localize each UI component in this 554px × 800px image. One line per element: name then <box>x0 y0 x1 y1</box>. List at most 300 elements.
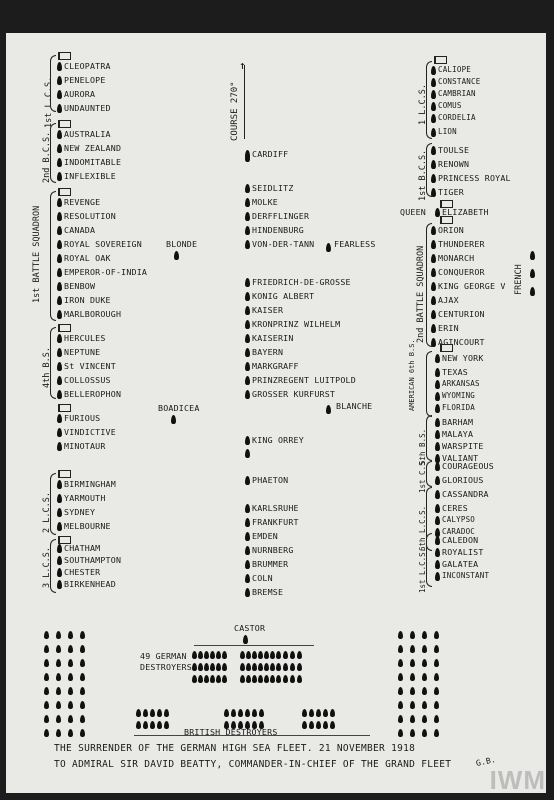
ship-marker <box>57 334 62 343</box>
destroyer-marker <box>316 709 321 717</box>
ship-name: ROYALIST <box>442 547 484 557</box>
ship-marker <box>431 174 436 183</box>
ship-name: CLEOPATRA <box>64 61 111 71</box>
ship-name: LION <box>438 127 457 136</box>
ship-marker <box>435 572 440 581</box>
ship-name: AUSTRALIA <box>64 129 111 139</box>
ship-name: INCONSTANT <box>442 571 490 580</box>
ship-name: FLORIDA <box>442 403 476 412</box>
ship-name: St VINCENT <box>64 361 116 371</box>
destroyer-marker <box>283 675 288 683</box>
flag-icon <box>58 404 71 412</box>
destroyer-marker <box>44 687 49 695</box>
ship-name: EMPEROR-OF-INDIA <box>64 267 148 277</box>
ship-name: MINOTAUR <box>64 441 106 451</box>
destroyer-marker <box>434 701 439 709</box>
ship-name: CALEDON <box>442 535 479 545</box>
destroyer-marker <box>410 631 415 639</box>
destroyer-marker <box>44 729 49 737</box>
destroyer-block <box>398 631 446 737</box>
destroyer-marker <box>276 663 281 671</box>
destroyer-marker <box>136 709 141 717</box>
destroyer-marker <box>44 673 49 681</box>
ship-name: CASSANDRA <box>442 489 489 499</box>
ship-name: ROYAL OAK <box>64 253 111 263</box>
destroyer-marker <box>80 715 85 723</box>
destroyer-marker <box>290 663 295 671</box>
ship-marker <box>57 130 62 139</box>
ship-marker <box>245 504 250 513</box>
destroyer-marker <box>410 673 415 681</box>
ship-name: AGINCOURT <box>438 337 485 347</box>
ship-marker <box>57 310 62 319</box>
ship-marker <box>326 243 331 252</box>
ship-name: KAISERIN <box>252 333 294 343</box>
ship-name: CASTOR <box>234 623 266 633</box>
ship-name: GALATEA <box>442 559 479 569</box>
destroyer-marker <box>164 709 169 717</box>
destroyer-marker <box>259 709 264 717</box>
destroyer-marker <box>258 651 263 659</box>
destroyer-marker <box>210 651 215 659</box>
group-label: 1st B.C.S. <box>418 149 428 201</box>
ship-marker <box>245 436 250 445</box>
ship-marker <box>245 574 250 583</box>
destroyer-marker <box>240 663 245 671</box>
destroyer-marker <box>68 701 73 709</box>
ship-marker <box>431 324 436 333</box>
ship-name: WYOMING <box>442 391 476 400</box>
ship-marker <box>435 560 440 569</box>
destroyer-marker <box>246 663 251 671</box>
ship-name: CANADA <box>64 225 96 235</box>
ship-marker <box>431 296 436 305</box>
group-brace <box>50 473 56 535</box>
ship-marker <box>431 128 436 137</box>
ship-marker <box>57 414 62 423</box>
ship-name: RENOWN <box>438 159 470 169</box>
destroyer-marker <box>44 645 49 653</box>
ship-marker <box>245 362 250 371</box>
group-brace <box>50 191 56 321</box>
ship-name: EMDEN <box>252 531 278 541</box>
destroyer-marker <box>157 709 162 717</box>
destroyer-marker <box>246 675 251 683</box>
destroyer-marker <box>302 721 307 729</box>
ship-marker <box>245 292 250 301</box>
destroyer-marker <box>270 663 275 671</box>
destroyer-block <box>44 631 92 737</box>
destroyer-marker <box>44 659 49 667</box>
destroyer-marker <box>68 673 73 681</box>
ship-name: PHAETON <box>252 475 289 485</box>
destroyer-marker <box>410 701 415 709</box>
ship-marker <box>57 212 62 221</box>
ship-name: BENBOW <box>64 281 96 291</box>
ship-marker <box>57 508 62 517</box>
ship-name: PRINZREGENT LUITPOLD <box>252 375 356 385</box>
ship-name: KING GEORGE V <box>438 281 506 291</box>
destroyer-marker <box>68 645 73 653</box>
ship-name: BREMSE <box>252 587 284 597</box>
destroyer-marker <box>323 721 328 729</box>
destroyer-marker <box>56 673 61 681</box>
group-label: 2nd BATTLE SQUADRON <box>416 245 426 343</box>
ship-name: NEW YORK <box>442 353 484 363</box>
destroyer-marker <box>222 675 227 683</box>
ship-name: KAISER <box>252 305 284 315</box>
ship-name: BLONDE <box>166 239 198 249</box>
destroyer-marker <box>264 675 269 683</box>
ship-name: CONQUEROR <box>438 267 485 277</box>
destroyer-marker <box>398 729 403 737</box>
ship-name: CHESTER <box>64 567 101 577</box>
destroyer-marker <box>398 645 403 653</box>
destroyer-marker <box>164 721 169 729</box>
destroyer-marker <box>323 709 328 717</box>
destroyer-marker <box>222 651 227 659</box>
ship-name: HERCULES <box>64 333 106 343</box>
destroyer-marker <box>316 721 321 729</box>
destroyer-marker <box>283 651 288 659</box>
ship-marker <box>431 338 436 347</box>
ship-marker <box>57 198 62 207</box>
ship-name: COMUS <box>438 101 462 110</box>
ship-name: CENTURION <box>438 309 485 319</box>
destroyer-marker <box>150 721 155 729</box>
destroyer-marker <box>204 675 209 683</box>
destroyer-marker <box>56 631 61 639</box>
ship-marker <box>245 546 250 555</box>
ship-name: AJAX <box>438 295 459 305</box>
destroyer-marker <box>297 675 302 683</box>
ship-name: CARDIFF <box>252 149 289 159</box>
destroyer-marker <box>80 659 85 667</box>
ship-name: SEIDLITZ <box>252 183 294 193</box>
document-sheet <box>6 33 546 793</box>
ship-marker <box>431 254 436 263</box>
ship-marker <box>57 226 62 235</box>
ship-name: CALIOPE <box>438 65 472 74</box>
ship-name: IRON DUKE <box>64 295 111 305</box>
ship-name: GLORIOUS <box>442 475 484 485</box>
destroyer-marker <box>398 715 403 723</box>
ship-marker <box>57 428 62 437</box>
group-label: 1 L.C.S. <box>418 84 428 125</box>
ship-marker <box>57 172 62 181</box>
ship-name: VON-DER-TANN <box>252 239 315 249</box>
destroyer-marker <box>264 651 269 659</box>
group-label: 2 L.C.S. <box>42 492 52 533</box>
ship-marker <box>57 580 62 589</box>
ship-name: FRANKFURT <box>252 517 299 527</box>
ship-name: BAYERN <box>252 347 284 357</box>
ship-marker <box>431 66 436 75</box>
destroyer-block <box>240 651 276 683</box>
destroyer-marker <box>56 687 61 695</box>
ship-name: KING ORREY <box>252 435 304 445</box>
ship-name: CARADOC <box>442 527 476 536</box>
destroyer-marker <box>410 645 415 653</box>
destroyer-marker <box>245 709 250 717</box>
group-brace <box>426 415 432 461</box>
destroyer-marker <box>216 675 221 683</box>
destroyer-marker <box>252 663 257 671</box>
destroyer-marker <box>224 709 229 717</box>
destroyer-block <box>276 651 304 683</box>
ship-marker <box>245 390 250 399</box>
destroyer-marker <box>56 729 61 737</box>
ship-marker <box>245 240 250 249</box>
group-brace <box>426 533 432 587</box>
destroyer-marker <box>398 701 403 709</box>
ship-name: MARLBOROUGH <box>64 309 122 319</box>
ship-marker <box>326 405 331 414</box>
group-brace <box>50 539 56 593</box>
ship-marker <box>435 404 440 413</box>
destroyer-marker <box>422 673 427 681</box>
ship-marker <box>171 415 176 424</box>
destroyer-marker <box>252 651 257 659</box>
destroyer-marker <box>68 687 73 695</box>
destroyer-marker <box>231 709 236 717</box>
ship-name: FURIOUS <box>64 413 101 423</box>
group-label: 1st BATTLE SQUADRON <box>32 205 42 303</box>
destroyer-block <box>136 709 171 729</box>
destroyer-marker <box>330 709 335 717</box>
course-arrow-icon: ↑ <box>239 59 246 72</box>
flag-icon <box>58 470 71 478</box>
group-brace <box>50 55 56 112</box>
flag-icon <box>58 536 71 544</box>
destroyer-marker <box>216 663 221 671</box>
german-destroyers-label: 49 GERMAN DESTROYERS <box>140 651 192 672</box>
ship-marker <box>245 278 250 287</box>
destroyer-marker <box>157 721 162 729</box>
ship-marker <box>435 516 440 525</box>
ship-name: KRONPRINZ WILHELM <box>252 319 341 329</box>
ship-marker <box>435 504 440 513</box>
destroyer-marker <box>434 631 439 639</box>
destroyer-marker <box>143 721 148 729</box>
group-label: 6th L.C.S. <box>418 505 427 551</box>
destroyer-marker <box>283 663 288 671</box>
caption-line-2: TO ADMIRAL SIR DAVID BEATTY, COMMANDER-IN-CHIEF OF THE GRAND FLEET <box>54 759 452 770</box>
destroyer-marker <box>290 675 295 683</box>
ship-marker <box>57 494 62 503</box>
ship-name: BLANCHE <box>336 401 373 411</box>
ship-name: MONARCH <box>438 253 475 263</box>
ship-marker <box>435 462 440 471</box>
ship-name: CHATHAM <box>64 543 101 553</box>
ship-marker <box>435 536 440 545</box>
destroyer-marker <box>410 687 415 695</box>
ship-marker <box>174 251 179 260</box>
destroyer-marker <box>192 675 197 683</box>
destroyer-marker <box>276 675 281 683</box>
destroyer-marker <box>434 659 439 667</box>
ship-name: KARLSRUHE <box>252 503 299 513</box>
ship-name: INFLEXIBLE <box>64 171 116 181</box>
ship-name: GROSSER KURFURST <box>252 389 336 399</box>
ship-name: ELIZABETH <box>442 207 489 217</box>
flag-icon <box>58 324 71 332</box>
ship-marker <box>57 144 62 153</box>
group-label: 5th B.S. <box>418 428 427 465</box>
ship-name: COURAGEOUS <box>442 461 494 471</box>
destroyer-marker <box>44 701 49 709</box>
ship-marker <box>431 114 436 123</box>
destroyer-block <box>224 709 266 729</box>
group-label: 1st L.C.S. <box>44 76 54 128</box>
ship-marker <box>435 442 440 451</box>
destroyer-marker <box>276 651 281 659</box>
ship-marker <box>245 306 250 315</box>
group-label: 4th B.S. <box>42 347 52 388</box>
ship-name: RESOLUTION <box>64 211 116 221</box>
ship-name: CALYPSO <box>442 515 476 524</box>
ship-marker <box>431 102 436 111</box>
destroyer-marker <box>80 673 85 681</box>
ship-marker <box>57 442 62 451</box>
destroyer-marker <box>238 709 243 717</box>
destroyer-marker <box>434 729 439 737</box>
ship-marker <box>245 449 250 458</box>
ship-name: THUNDERER <box>438 239 485 249</box>
ship-name: CONSTANCE <box>438 77 481 86</box>
ship-name: AURORA <box>64 89 96 99</box>
group-brace <box>50 123 56 183</box>
destroyer-marker <box>68 729 73 737</box>
destroyer-marker <box>297 651 302 659</box>
ship-marker <box>435 392 440 401</box>
ship-marker <box>57 568 62 577</box>
ship-marker <box>245 518 250 527</box>
destroyer-marker <box>422 687 427 695</box>
destroyer-marker <box>150 709 155 717</box>
ship-name: MALAYA <box>442 429 474 439</box>
ship-marker <box>435 418 440 427</box>
ship-name: TEXAS <box>442 367 468 377</box>
ship-marker <box>57 268 62 277</box>
destroyer-marker <box>410 715 415 723</box>
destroyer-marker <box>44 715 49 723</box>
course-label: COURSE 270° <box>230 81 240 141</box>
ship-name: MARKGRAFF <box>252 361 299 371</box>
destroyer-marker <box>309 709 314 717</box>
ship-name: VINDICTIVE <box>64 427 116 437</box>
ship-name: COLLOSSUS <box>64 375 111 385</box>
ship-name: NEW ZEALAND <box>64 143 122 153</box>
flag-icon <box>440 200 453 208</box>
ship-marker <box>431 160 436 169</box>
ship-marker <box>431 282 436 291</box>
ship-marker <box>57 296 62 305</box>
ship-name: CERES <box>442 503 468 513</box>
destroyer-marker <box>68 659 73 667</box>
group-label: AMERICAN 6th B.S. <box>408 339 416 411</box>
destroyer-block <box>302 709 337 729</box>
ship-name: BIRKENHEAD <box>64 579 116 589</box>
flag-icon <box>440 216 453 224</box>
author-initials: G.B. <box>475 755 497 768</box>
ship-marker <box>57 254 62 263</box>
destroyer-marker <box>270 675 275 683</box>
destroyer-marker <box>210 663 215 671</box>
ship-name: REVENGE <box>64 197 101 207</box>
ship-marker <box>431 146 436 155</box>
destroyer-marker <box>80 729 85 737</box>
ship-marker <box>431 188 436 197</box>
ship-name: ROYAL SOVEREIGN <box>64 239 142 249</box>
ship-name: WARSPITE <box>442 441 484 451</box>
ship-name: QUEEN <box>400 207 426 217</box>
group-label: 2nd B.C.S. <box>42 131 52 183</box>
destroyer-marker <box>434 645 439 653</box>
flag-icon <box>58 188 71 196</box>
destroyer-marker <box>252 709 257 717</box>
ship-marker <box>245 226 250 235</box>
british-destroyers-label: BRITISH DESTROYERS <box>184 727 278 737</box>
destroyer-marker <box>80 687 85 695</box>
destroyer-marker <box>398 631 403 639</box>
destroyer-marker <box>143 709 148 717</box>
ship-marker <box>57 348 62 357</box>
destroyer-marker <box>204 663 209 671</box>
flag-icon <box>58 120 71 128</box>
destroyer-marker <box>422 645 427 653</box>
ship-name: BOADICEA <box>158 403 200 413</box>
destroyer-marker <box>410 659 415 667</box>
destroyer-marker <box>290 651 295 659</box>
ship-name: NEPTUNE <box>64 347 101 357</box>
group-brace <box>426 351 432 417</box>
destroyer-marker <box>222 663 227 671</box>
destroyer-marker <box>80 701 85 709</box>
destroyer-marker <box>422 701 427 709</box>
ship-name: BARHAM <box>442 417 474 427</box>
ship-marker <box>431 90 436 99</box>
ship-marker <box>57 104 62 113</box>
group-label: 1st C.S. <box>418 456 427 493</box>
ship-name: MELBOURNE <box>64 521 111 531</box>
ship-marker <box>431 268 436 277</box>
course-line <box>244 65 245 139</box>
ship-marker <box>245 184 250 193</box>
ship-marker <box>245 212 250 221</box>
destroyer-marker <box>56 645 61 653</box>
destroyer-marker <box>252 675 257 683</box>
destroyer-marker <box>80 631 85 639</box>
ship-name: FRIEDRICH-DE-GROSSE <box>252 277 351 287</box>
ship-marker <box>245 150 250 159</box>
ship-name: KONIG ALBERT <box>252 291 315 301</box>
flag-icon <box>440 344 453 352</box>
ship-name: NURNBERG <box>252 545 294 555</box>
destroyer-marker <box>258 675 263 683</box>
ship-marker <box>245 348 250 357</box>
destroyer-marker <box>422 631 427 639</box>
destroyer-line <box>134 735 370 736</box>
ship-marker <box>530 287 535 296</box>
ship-name: YARMOUTH <box>64 493 106 503</box>
iwm-watermark: IWM <box>489 765 546 795</box>
flag-icon <box>434 56 447 64</box>
ship-marker <box>57 362 62 371</box>
ship-marker <box>57 480 62 489</box>
ship-marker <box>57 90 62 99</box>
ship-name: PRINCESS ROYAL <box>438 173 511 183</box>
